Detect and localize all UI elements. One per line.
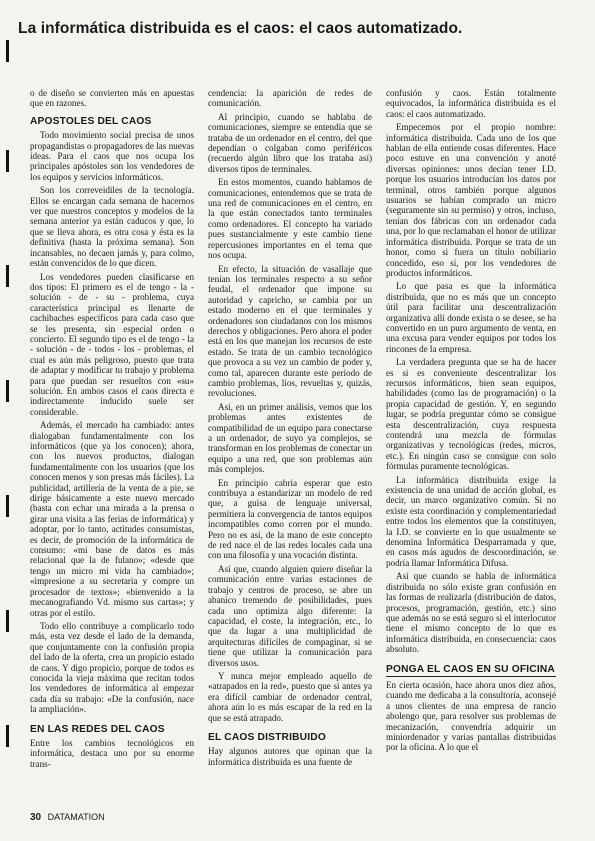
section-heading: APOSTOLES DEL CAOS — [30, 115, 152, 127]
paragraph: En principio cabría esperar que esto contribuya a estandarizar un modelo de red que, a guisa de lenguaje universal, permitiera la convergencia de tantos equipos incompatibles como corren por el mundo. Pero no es así, de la mano de este concepto de red nace el de las redes locales cada una con una filosofía y una vocación distinta. — [208, 477, 372, 561]
margin-bar — [6, 150, 9, 172]
paragraph: Hay algunos autores que opinan que la informática distribuida es una fuente de — [208, 746, 372, 767]
paragraph: Todo ello contribuye a complicarlo todo más, esta vez desde el lado de la demanda, que conjuntamente con la confusión propia del lado de la oferta, crea un propicio estado de caos. Y digo propicio, porque de todos es conocida la vieja máxima que recitan todos los vendedores de informática al empezar cada día su trabajo: «De la confusión, nace la ampliación». — [30, 620, 194, 715]
paragraph: Entre los cambios tecnológicos en informática, destaca uno por su enorme trans- — [30, 737, 194, 769]
column-2 — [208, 88, 372, 770]
page-footer — [30, 812, 105, 823]
margin-bar — [6, 380, 9, 402]
section-heading: PONGA EL CAOS EN SU OFICINA — [386, 665, 556, 677]
column-3 — [386, 88, 556, 756]
column-1 — [30, 88, 194, 772]
margin-bar — [6, 725, 9, 747]
paragraph: Además, el mercado ha cambiado: antes dialogaban fundamentalmente con los informáticos (que ya los conocen); ahora, con los nuevos productos, dialogan fundamentalmente con los usuarios (que los conocen menos y son presas más fáciles). La publicidad, artillería de la venta de a pie, se dirige básicamente a este nuevo mercado (basta con echar una mirada a la prensa o girar una visita a las ferias de informática) y adoptar, por lo tanto, actitudes consumistas, es decir, de promoción de la informática de consumo: «mi base de datos es más relacional que la de fulano»; «desde que tengo un micro mi vida ha cambiado»; «impresione a su secretaria y compre un procesador de textos»; «bienvenido a la mecanografiando Vd. mismo sus cartas»; y otras por el estilo. — [30, 420, 194, 618]
paragraph: Lo que pasa es que la informática distribuida, que no es más que un concepto útil para facilitar una descentralización organizativa allí donde exista o se desee, se ha convertido en un puro argumento de venta, en una excusa para vender equipos por todos los rincones de la empresa. — [386, 281, 556, 354]
paragraph: En estos momentos, cuando hablamos de comunicaciones, entendemos que se trata de una red de comunicaciones en el centro, en la que están conectados tanto terminales como ordenadores. El concepto ha variado pues sustancialmente y este cambio tiene repercusiones importantes en el tema que nos ocupa. — [208, 177, 372, 261]
paragraph: o de diseño se convierten más en apuestas que en razones. — [30, 88, 194, 109]
page-number: 30 — [30, 812, 42, 823]
paragraph: En efecto, la situación de vasallaje que tenían los terminales respecto a su señor feudal, el ordenador que impone su autoridad y capricho, se cambia por un estado moderno en el que terminales y ordenadores son ciudadanos con los mismos derechos y obligaciones. Pero ahora el poder está en los que manejan los recursos de este estado. Se trata de un cambio tecnológico que provoca a su vez un cambio de poder y, como tal, aparecen durante este período de cambio problemas, líos, revueltas y, quizás, revoluciones. — [208, 263, 372, 399]
paragraph: Todo movimiento social precisa de unos propagandistas o propagadores de las nuevas ideas. Para el caos que nos ocupa los principales apóstoles son los vendedores de los equipos y servicios informáticos. — [30, 130, 194, 182]
paragraph: En cierta ocasión, hace ahora unos diez años, cuando me dedicaba a la consultoría, aconsejé a unos clientes de una empresa de rancio abolengo que, para resolver sus problemas de mecanización, convendría adquirir un miniordenador y varias pantallas distribuidas por la oficina. A lo que el — [386, 679, 556, 753]
page-title: La informática distribuida es el caos: el caos automatizado. — [18, 20, 463, 38]
paragraph: confusión y caos. Están totalmente equivocados, la informática distribuida es el caos: el caos automatizado. — [386, 88, 556, 119]
margin-bar — [6, 495, 9, 517]
paragraph: Empecemos por el propio nombre: informática distribuida. Cada uno de los que hablan de ella entiende cosas diferentes. Hace poco estuve en una convención y anoté diversas opiniones: unos decían tener I.D. porque los usuarios introducían los datos por terminal, otros también porque algunos usuarios se habían comprado un micro (seguramente sin su permiso) y otros, incluso, tenían dos fábricas con un ordenador cada una, por lo que reclamaban el honor de utilizar informática distribuida. Porque se trata de un honor, como si fuera un título nobiliario concedido, eso sí, por los vendedores de productos informáticos. — [386, 122, 556, 278]
section-heading: EL CAOS DISTRIBUIDO — [208, 731, 326, 743]
margin-bar — [6, 610, 9, 632]
paragraph: Son los correveidiles de la tecnología. Ellos se encargan cada semana de hacernos ver que nuestros conceptos y modelos de la semana anterior ya están caducos y que, lo que se lleva ahora, es otra cosa y ésta es la definitiva (hasta la próxima semana). Son incansables, no decaen jamás y, para colmo, están convencidos de lo que dicen. — [30, 185, 194, 269]
paragraph: Así que, cuando alguien quiere diseñar la comunicación entre varias estaciones de trabajo y centros de proceso, se abre un abanico tremendo de posibilidades, pues cada uno optimiza algo diferente: la capacidad, el coste, la integración, etc., lo que da lugar a una multiplicidad de arquitecturas difíciles de compaginar, si se tiene que utilizar la comunicación para diversos usos. — [208, 563, 372, 668]
paragraph: Y nunca mejor empleado aquello de «atrapados en la red», puesto que si antes ya era difícil cambiar de ordenador central, ahora aún lo es más escapar de la red en la que se está atrapado. — [208, 670, 372, 723]
paragraph: Así, en un primer análisis, vemos que los problemas antes existentes de compatibilidad de un equipo para conectarse a un ordenador, de suyo ya complejos, se transforman en los problemas de conectar un equipo a una red, que son problemas aún más complejos. — [208, 401, 372, 475]
paragraph: La informática distribuida exige la existencia de una unidad de acción global, es decir, un marco organizativo común. Si no existe esta coordinación y complementariedad entre todos los elementos que la constituyen, la I.D. se convierte en lo que usualmente se denomina Informática Desparramada y que, en casos más agudos de descoordinación, se podría llamar Informática Difusa. — [386, 474, 556, 568]
section-heading: EN LAS REDES DEL CAOS — [30, 723, 165, 735]
magazine-name: DATAMATION — [47, 812, 105, 822]
margin-bar — [6, 40, 9, 62]
paragraph: Al principio, cuando se hablaba de comunicaciones, siempre se entendía que se trataba de un ordenador en el centro, del que dependían o colgaban como periféricos (recuerdo algún libro que los trataba así) diversos tipos de terminales. — [208, 111, 372, 174]
paragraph: cendencia: la aparición de redes de comunicación. — [208, 88, 372, 109]
paragraph: La verdadera pregunta que se ha de hacer es si es conveniente descentralizar los recursos informáticos, bien sean equipos, habilidades (como las de programación) o la propia capacidad de gestión. Y, en segundo lugar, se podría preguntar cómo se consigue esta descentralización, cuya respuesta contendrá una mezcla de fórmulas organizativas y tecnológicas (redes, micros, etc.). En ningún caso se consigue con solo fórmulas puramente tecnológicas. — [386, 357, 556, 472]
paragraph: Los vendedores pueden clasificarse en dos tipos: El primero es el de tengo - la - solución - de - su - problema, cuya característica principal es llenarte de cachibaches específicos para cada caso que se les presenta, sin especial orden o concierto. El segundo tipo es el de tengo - la - solución - de - todos - los - problemas, el cual es aún más peligroso, puesto que trata de adaptar y modificar tu trabajo y problema para que puedan ser resueltos con «su» solución. En ambos casos el caos directa e indirectamente inducido suele ser considerable. — [30, 271, 194, 417]
paragraph: Así que cuando se habla de informática distribuida no sólo existe gran confusión en las formas de realizarla (distribución de datos, procesos, programación, gestión, etc.) sino que además no se está seguro si el interlocutor tiene el mismo concepto de lo que es informática distribuida, en consecuencia: caos absoluto. — [386, 571, 556, 655]
margin-bar — [6, 265, 9, 287]
